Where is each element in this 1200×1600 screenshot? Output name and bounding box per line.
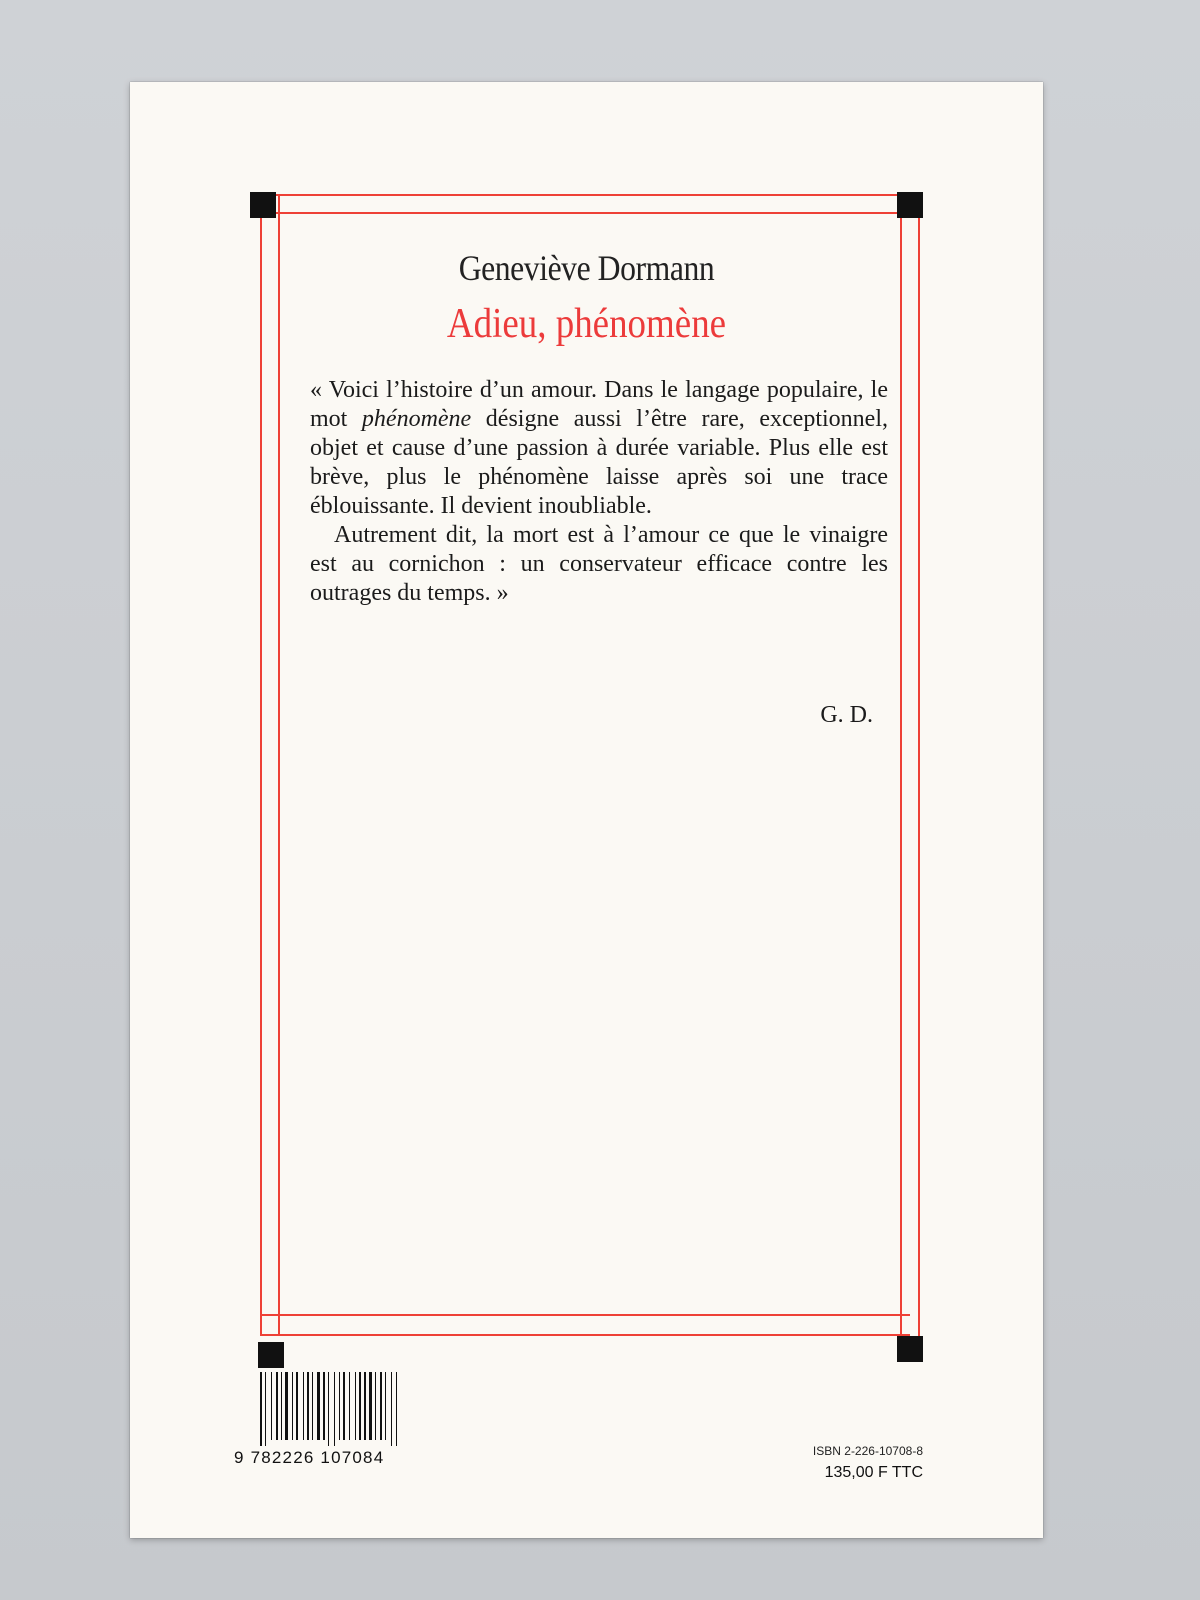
corner-top-right	[897, 192, 923, 218]
barcode-bar	[364, 1372, 366, 1440]
corner-top-left	[250, 192, 276, 218]
barcode-bar	[391, 1372, 392, 1446]
barcode-bar	[307, 1372, 309, 1440]
barcode-bar	[380, 1372, 382, 1440]
barcode-bar	[375, 1372, 376, 1440]
price: 135,00 F TTC	[824, 1464, 923, 1481]
barcode-bar	[281, 1372, 282, 1440]
blurb-p1-start: « Voici l’histoire d’un amour. Dans le langage populaire, le mot	[310, 377, 888, 432]
barcode-bar	[396, 1372, 397, 1446]
barcode-bar	[343, 1372, 345, 1440]
isbn: ISBN 2-226-10708-8	[812, 1444, 923, 1458]
barcode-bar	[349, 1372, 350, 1440]
blurb	[310, 376, 888, 608]
frame-left-inner	[278, 194, 280, 1336]
book-back-cover	[130, 82, 1043, 1538]
blurb-p1-italic: phénomène	[361, 406, 472, 432]
barcode-bar	[303, 1372, 304, 1440]
barcode-bar	[334, 1372, 335, 1446]
barcode-bar	[385, 1372, 386, 1440]
barcode-bar	[271, 1372, 272, 1440]
barcode-bar	[339, 1372, 340, 1440]
barcode-bar	[323, 1372, 325, 1440]
frame-right-inner	[900, 194, 902, 1336]
frame-right-outer	[918, 194, 920, 1336]
blurb-paragraph-2: Autrement dit, la mort est à l’amour ce que le vinaigre est au cornichon : un conservateur efficace contre les outrages du temps. »	[310, 522, 888, 606]
barcode-bar	[359, 1372, 361, 1440]
frame-left-outer	[260, 194, 262, 1336]
blurb-paragraph-1	[310, 376, 888, 521]
blurb-p1-end: désigne aussi l’être rare, exceptionnel, objet et cause d’une passion à durée variable. Plus elle est brève, plus le phénomène laisse après soi une trace éblouissante. Il devient inoubliable.	[310, 406, 888, 519]
barcode-bar	[317, 1372, 320, 1440]
barcode-bar	[312, 1372, 313, 1440]
barcode-bar	[292, 1372, 293, 1440]
barcode-digits: 9 782226 107084	[234, 1448, 385, 1467]
barcode-bar	[355, 1372, 356, 1440]
barcode-bar	[296, 1372, 298, 1440]
barcode-bar	[260, 1372, 262, 1446]
corner-bottom-right	[897, 1336, 923, 1362]
author-name: Geneviève Dormann	[458, 248, 715, 288]
frame-top-inner	[260, 212, 910, 214]
corner-bottom-left	[258, 1342, 284, 1368]
barcode-bar	[265, 1372, 266, 1446]
barcode-bar	[328, 1372, 329, 1446]
signature: G. D.	[820, 702, 873, 728]
barcode-bar	[285, 1372, 288, 1440]
frame-top-outer	[260, 194, 910, 196]
frame-bottom-outer	[260, 1334, 910, 1336]
barcode-bar	[276, 1372, 278, 1440]
barcode	[258, 1372, 423, 1446]
frame-bottom-inner	[260, 1314, 910, 1316]
book-title: Adieu, phénomène	[446, 301, 727, 347]
barcode-bar	[369, 1372, 372, 1440]
